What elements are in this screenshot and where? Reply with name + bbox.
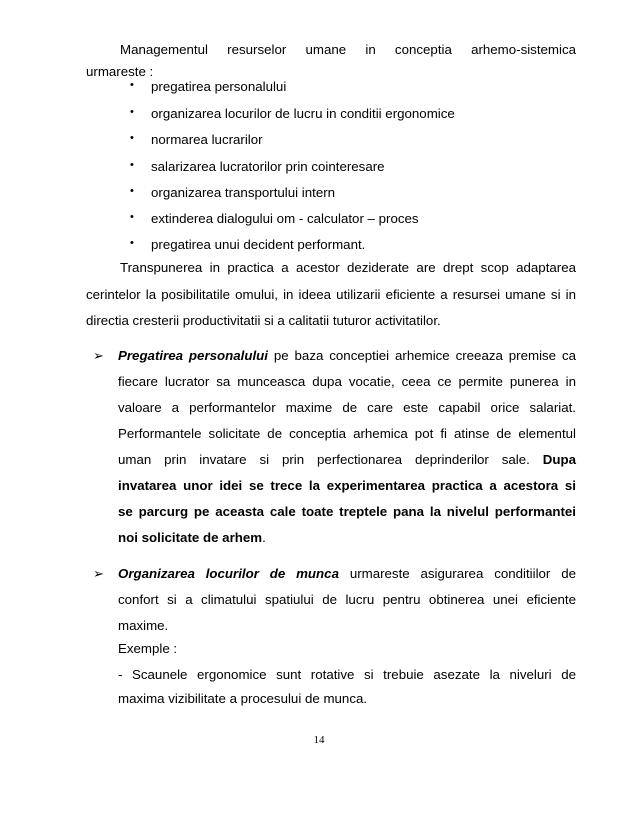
paragraph-line: cerintelor la posibilitatile omului, in ideea utilizarii eficiente a resursei umane si in: [86, 287, 576, 302]
section-bold-text: noi solicitate de arhem: [118, 530, 263, 545]
paragraph-line: directia cresterii productivitatii si a calitatii tuturor activitatilor.: [86, 313, 441, 328]
list-item-text: pregatirea unui decident performant.: [151, 237, 366, 252]
section-line: Performantele solicitate de conceptia arhemica pot fi atinse de elementul: [118, 426, 576, 441]
list-item-text: organizarea transportului intern: [151, 185, 336, 200]
section-line: confort si a climatului spatiului de lucru pentru obtinerea unei eficiente: [118, 592, 576, 607]
bullet-icon: •: [130, 106, 134, 118]
page-number: 14: [313, 734, 325, 746]
arrow-bullet-icon: ➢: [93, 348, 104, 363]
arrow-bullet-icon: ➢: [93, 566, 104, 581]
list-item: [130, 132, 263, 147]
list-item: [130, 106, 455, 121]
bullet-icon: •: [130, 159, 134, 171]
section-text: urmareste asigurarea conditiilor de: [338, 566, 576, 581]
section-line: Exemple :: [118, 641, 178, 656]
section-text: .: [262, 530, 266, 545]
section-line: maxima vizibilitate a procesului de munca.: [118, 691, 368, 706]
section-line: [118, 348, 576, 363]
bullet-icon: •: [130, 132, 134, 144]
section-line: - Scaunele ergonomice sunt rotative si trebuie asezate la niveluri de: [118, 667, 576, 682]
section-line: [118, 530, 576, 545]
section-term: Organizarea locurilor de munca: [118, 566, 339, 581]
section-line: [118, 566, 576, 581]
list-item: [130, 185, 336, 200]
section-text: uman prin invatare si prin perfectionarea deprinderilor sale.: [118, 452, 543, 467]
section-line: invatarea unor idei se trece la experimentarea practica a acestora si: [118, 478, 576, 493]
section-line: [118, 452, 576, 467]
bullet-icon: •: [130, 79, 134, 91]
list-item-text: extinderea dialogului om - calculator – proces: [151, 211, 419, 226]
list-item: [130, 159, 385, 174]
intro-line-2: urmareste :: [86, 64, 154, 79]
section-line: maxime.: [118, 618, 169, 633]
section-text: pe baza conceptiei arhemice creeaza premise ca: [267, 348, 576, 363]
paragraph-line: Transpunerea in practica a acestor deziderate are drept scop adaptarea: [120, 260, 576, 275]
list-item: [130, 79, 287, 94]
section-line: valoare a performantelor maxime de care este capabil orice salariat.: [118, 400, 576, 415]
section-line: fiecare lucrator sa munceasca dupa vocatie, ceea ce permite punerea in: [118, 374, 576, 389]
list-item-text: salarizarea lucratorilor prin cointeresare: [151, 159, 385, 174]
bullet-icon: •: [130, 211, 134, 223]
list-item-text: pregatirea personalului: [151, 79, 287, 94]
bullet-icon: •: [130, 237, 134, 249]
section-term: Pregatirea personalului: [118, 348, 268, 363]
list-item-text: normarea lucrarilor: [151, 132, 263, 147]
list-item-text: organizarea locurilor de lucru in conditii ergonomice: [151, 106, 455, 121]
section-bold-text: Dupa: [542, 452, 576, 467]
list-item: [130, 211, 419, 226]
section-line: se parcurg pe aceasta cale toate treptele pana la nivelul performantei: [118, 504, 576, 519]
intro-line-1: Managementul resurselor umane in conceptia arhemo-sistemica: [120, 42, 576, 57]
bullet-icon: •: [130, 185, 134, 197]
list-item: [130, 237, 366, 252]
